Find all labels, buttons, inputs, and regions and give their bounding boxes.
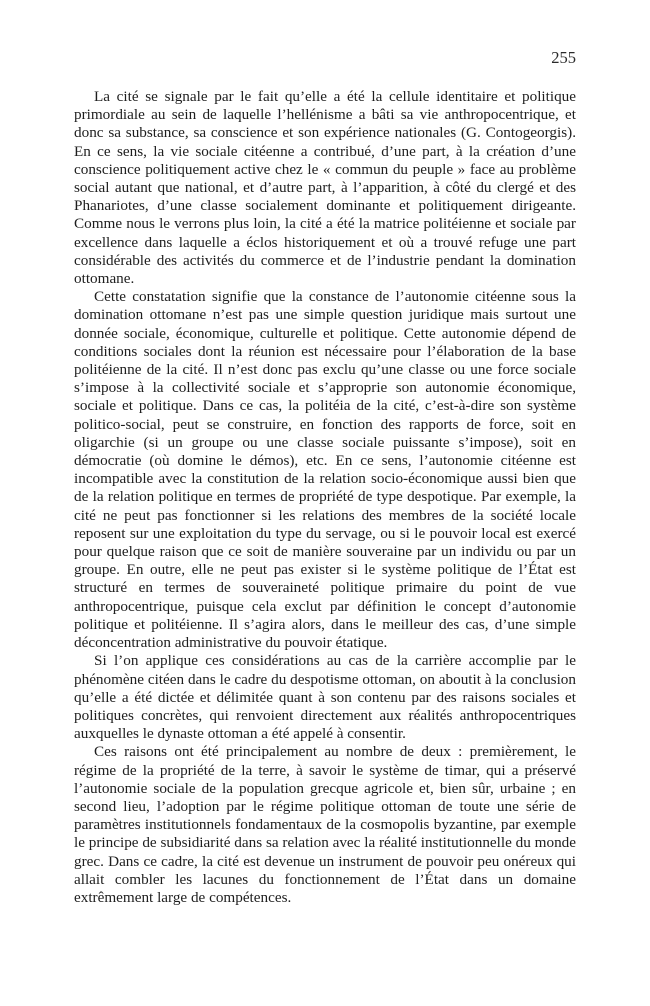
paragraph: Cette constatation signifie que la constance de l’autonomie citéenne sous la domination ottomane n’est pas une simple question juridique mais surtout une donnée sociale, économique, culturelle et politique. Cette autonomie dépend de conditions sociales dont la réunion est nécessaire pour l’élaboration de la base politéienne de la cité. Il n’est donc pas exclu qu’une classe ou une force sociale s’impose à la collectivité sociale et s’approprie son autonomie économique, sociale et politique. Dans ce cas, la politéia de la cité, c’est-à-dire son système politico-social, peut se construire, en fonction des rapports de force, soit en oligarchie (si un groupe ou une classe sociale puissante s’impose), soit en démocratie (où domine le démos), etc. En ce sens, l’autonomie citéenne est incompatible avec la constitution de la relation socio-économique aussi bien que de la relation politique en termes de propriété de type despotique. Par exemple, la cité ne peut pas fonctionner si les relations des membres de la société locale reposent sur une exploitation du type du servage, ou si le pouvoir local est exercé pour quelque raison que ce soit de manière souveraine par un individu ou par un groupe. En outre, elle ne peut pas exister si le système politique de l’État est structuré en termes de souveraineté politique primaire du point de vue anthropocentrique, puisque cela exclut par définition le concept d’autonomie politique et politéienne. Il s’agira alors, dans le meilleur des cas, d’une simple déconcentration administrative du pouvoir étatique. [74,288,576,652]
body-text [74,88,576,907]
paragraph: Ces raisons ont été principalement au nombre de deux : premièrement, le régime de la propriété de la terre, à savoir le système de timar, qui a préservé l’autonomie sociale de la population grecque agricole et, bien sûr, urbaine ; en second lieu, l’adoption par le régime politique ottoman de toute une série de paramètres institutionnels fondamentaux de la cosmopolis byzantine, par exemple le principe de subsidiarité dans sa relation avec la réalité institutionnelle du monde grec. Dans ce cadre, la cité est devenue un instrument de pouvoir peu onéreux qui allait combler les lacunes du fonctionnement de l’État dans un domaine extrêmement large de compétences. [74,743,576,906]
paragraph: La cité se signale par le fait qu’elle a été la cellule identitaire et politique primordiale au sein de laquelle l’hellénisme a bâti sa vie anthropocentrique, et donc sa substance, sa conscience et son expérience nationales (G. Contogeorgis). En ce sens, la vie sociale citéenne a contribué, d’une part, à la création d’une conscience politiquement active chez le « commun du peuple » face au problème social autant que national, et d’autre part, à l’apparition, à côté du clergé et des Phanariotes, d’une classe socialement dominante et politiquement dirigeante. Comme nous le verrons plus loin, la cité a été la matrice politéienne et sociale par excellence dans laquelle a éclos historiquement et où a trouvé refuge une part considérable des activités du commerce et de l’industrie pendant la domination ottomane. [74,88,576,288]
paragraph: Si l’on applique ces considérations au cas de la carrière accomplie par le phénomène citéen dans le cadre du despotisme ottoman, on aboutit à la conclusion qu’elle a été dictée et délimitée quant à son contenu par des raisons sociales et politiques concrètes, qui renvoient directement aux réalités anthropocentriques auxquelles le dynaste ottoman a été appelé à consentir. [74,652,576,743]
page-number: 255 [551,48,576,67]
